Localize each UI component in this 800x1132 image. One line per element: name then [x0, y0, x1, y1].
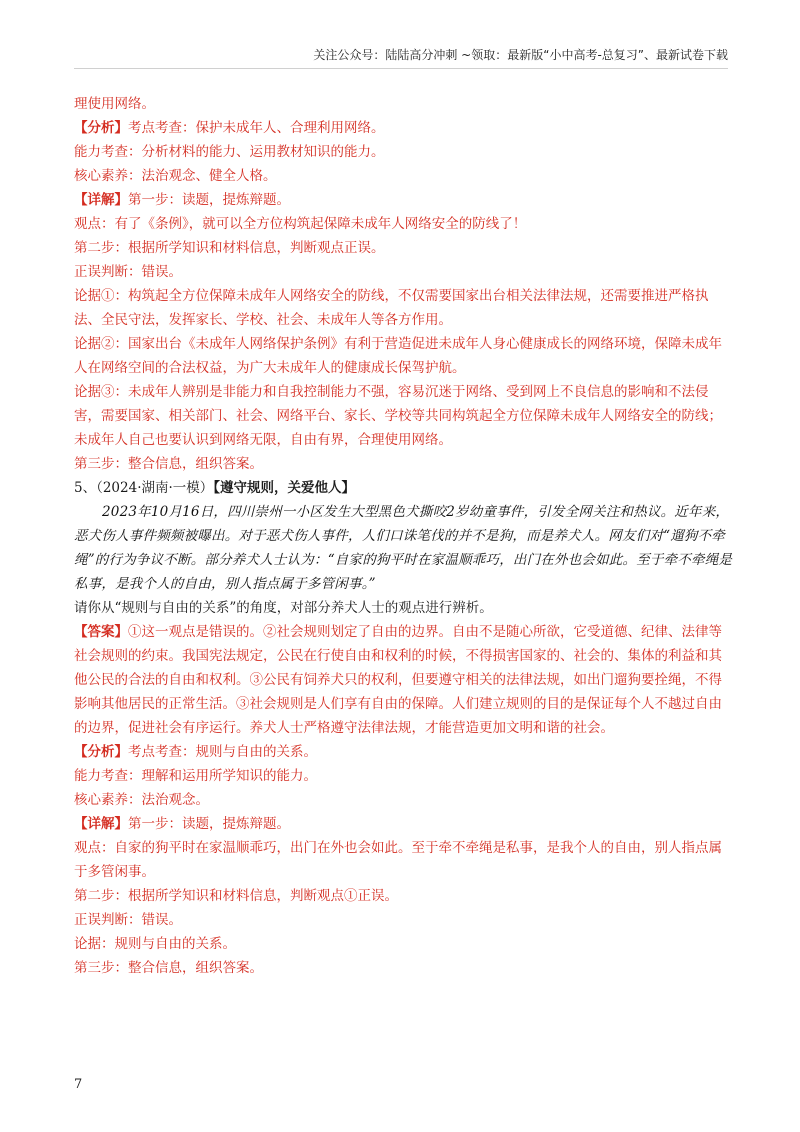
- question-prompt: 请你从“规则与自由的关系”的角度，对部分养犬人士的观点进行辨析。: [74, 600, 493, 616]
- prev-step3: 第三步：整合信息，组织答案。: [74, 456, 263, 472]
- question-topic: 【遵守规则，关爱他人】: [213, 480, 356, 496]
- prev-argument-2: 论据②：国家出台《未成年人网络保护条例》有利于营造促进未成年人身心健康成长的网络环境，保障未成年人在网络空间的合法权益，为广大未成年人的健康成长保驾护航。: [74, 336, 722, 376]
- q5-analysis: [74, 740, 734, 764]
- question-material: 2023年10月16日，四川崇州一小区发生大型黑色犬撕咬2岁幼童事件，引发全网关注和热议。近年来，恶犬伤人事件频频被曝出。对于恶犬伤人事件，人们口诛笔伐的并不是狗，而是养犬人。网友们对“遛狗不牵绳”的行为争议不断。部分养犬人士认为：“自家的狗平时在家温顺乖巧，出门在外也会如此。至于牵不牵绳是私事，是我个人的自由，别人指点属于多管闲事。”: [74, 504, 733, 592]
- detail-text: 第一步：读题，提炼辩题。: [128, 192, 290, 208]
- q5-judge: 正误判断：错误。: [74, 912, 182, 928]
- detail-text: 第一步：读题，提炼辩题。: [128, 816, 290, 832]
- prev-argument-1: 论据①：构筑起全方位保障未成年人网络安全的防线，不仅需要国家出台相关法律法规，还需要推进严格执法、全民守法，发挥家长、学校、社会、未成年人等各方作用。: [74, 288, 709, 328]
- page-header: 关注公众号：陆陆高分冲刺 ~领取：最新版“小中高考-总复习”、最新试卷下载: [313, 48, 728, 62]
- prev-viewpoint: 观点：有了《条例》，就可以全方位构筑起保障未成年人网络安全的防线了！: [74, 216, 527, 232]
- prev-continuation: 理使用网络。: [74, 96, 155, 112]
- detail-tag: 【详解】: [74, 816, 128, 832]
- question-source: （2024·湖南·一模）: [96, 480, 214, 496]
- analysis-text: 考点考查：保护未成年人、合理利用网络。: [128, 120, 385, 136]
- detail-tag: 【详解】: [74, 192, 128, 208]
- prev-judge: 正误判断：错误。: [74, 264, 182, 280]
- prev-ability: 能力考查：分析材料的能力、运用教材知识的能力。: [74, 144, 385, 160]
- prev-core: 核心素养：法治观念、健全人格。: [74, 168, 277, 184]
- page-number: 7: [74, 1077, 83, 1092]
- analysis-text: 考点考查：规则与自由的关系。: [128, 744, 317, 760]
- answer-block: [74, 620, 734, 740]
- prev-argument-3: 论据③：未成年人辨别是非能力和自我控制能力不强，容易沉迷于网络、受到网上不良信息的影响和不法侵害，需要国家、相关部门、社会、网络平台、家长、学校等共同构筑起全方位保障未成年人网络安全的防线；未成年人自己也要认识到网络无限，自由有界，合理使用网络。: [74, 384, 722, 448]
- analysis-tag: 【分析】: [74, 120, 128, 136]
- answer-text: ①这一观点是错误的。②社会规则划定了自由的边界。自由不是随心所欲，它受道德、纪律、法律等社会规则的约束。我国宪法规定，公民在行使自由和权利的时候，不得损害国家的、社会的、集体的利益和其他公民的合法的自由和权利。③公民有饲养犬只的权利，但要遵守相关的法律法规，如出门遛狗要拴绳，不得影响其他居民的正常生活。③社会规则是人们享有自由的保障。人们建立规则的目的是保证每个人不越过自由的边界，促进社会有序运行。养犬人士严格遵守法律法规，才能营造更加文明和谐的社会。: [74, 624, 722, 736]
- analysis-tag: 【分析】: [74, 744, 128, 760]
- prev-detail: [74, 188, 734, 212]
- q5-viewpoint: 观点：自家的狗平时在家温顺乖巧，出门在外也会如此。至于牵不牵绳是私事，是我个人的自由，别人指点属于多管闲事。: [74, 840, 722, 880]
- q5-argument: 论据：规则与自由的关系。: [74, 936, 236, 952]
- header-divider: [74, 68, 728, 69]
- prev-step2: 第二步：根据所学知识和材料信息，判断观点正误。: [74, 240, 385, 256]
- q5-step3: 第三步：整合信息，组织答案。: [74, 960, 263, 976]
- question-5-heading: [74, 476, 734, 500]
- prev-analysis: [74, 116, 734, 140]
- q5-detail: [74, 812, 734, 836]
- q5-step2: 第二步：根据所学知识和材料信息，判断观点①正误。: [74, 888, 398, 904]
- q5-ability: 能力考查：理解和运用所学知识的能力。: [74, 768, 317, 784]
- document-body: [74, 92, 734, 980]
- q5-core: 核心素养：法治观念。: [74, 792, 209, 808]
- question-number: 5、: [74, 480, 97, 496]
- answer-tag: 【答案】: [74, 624, 128, 640]
